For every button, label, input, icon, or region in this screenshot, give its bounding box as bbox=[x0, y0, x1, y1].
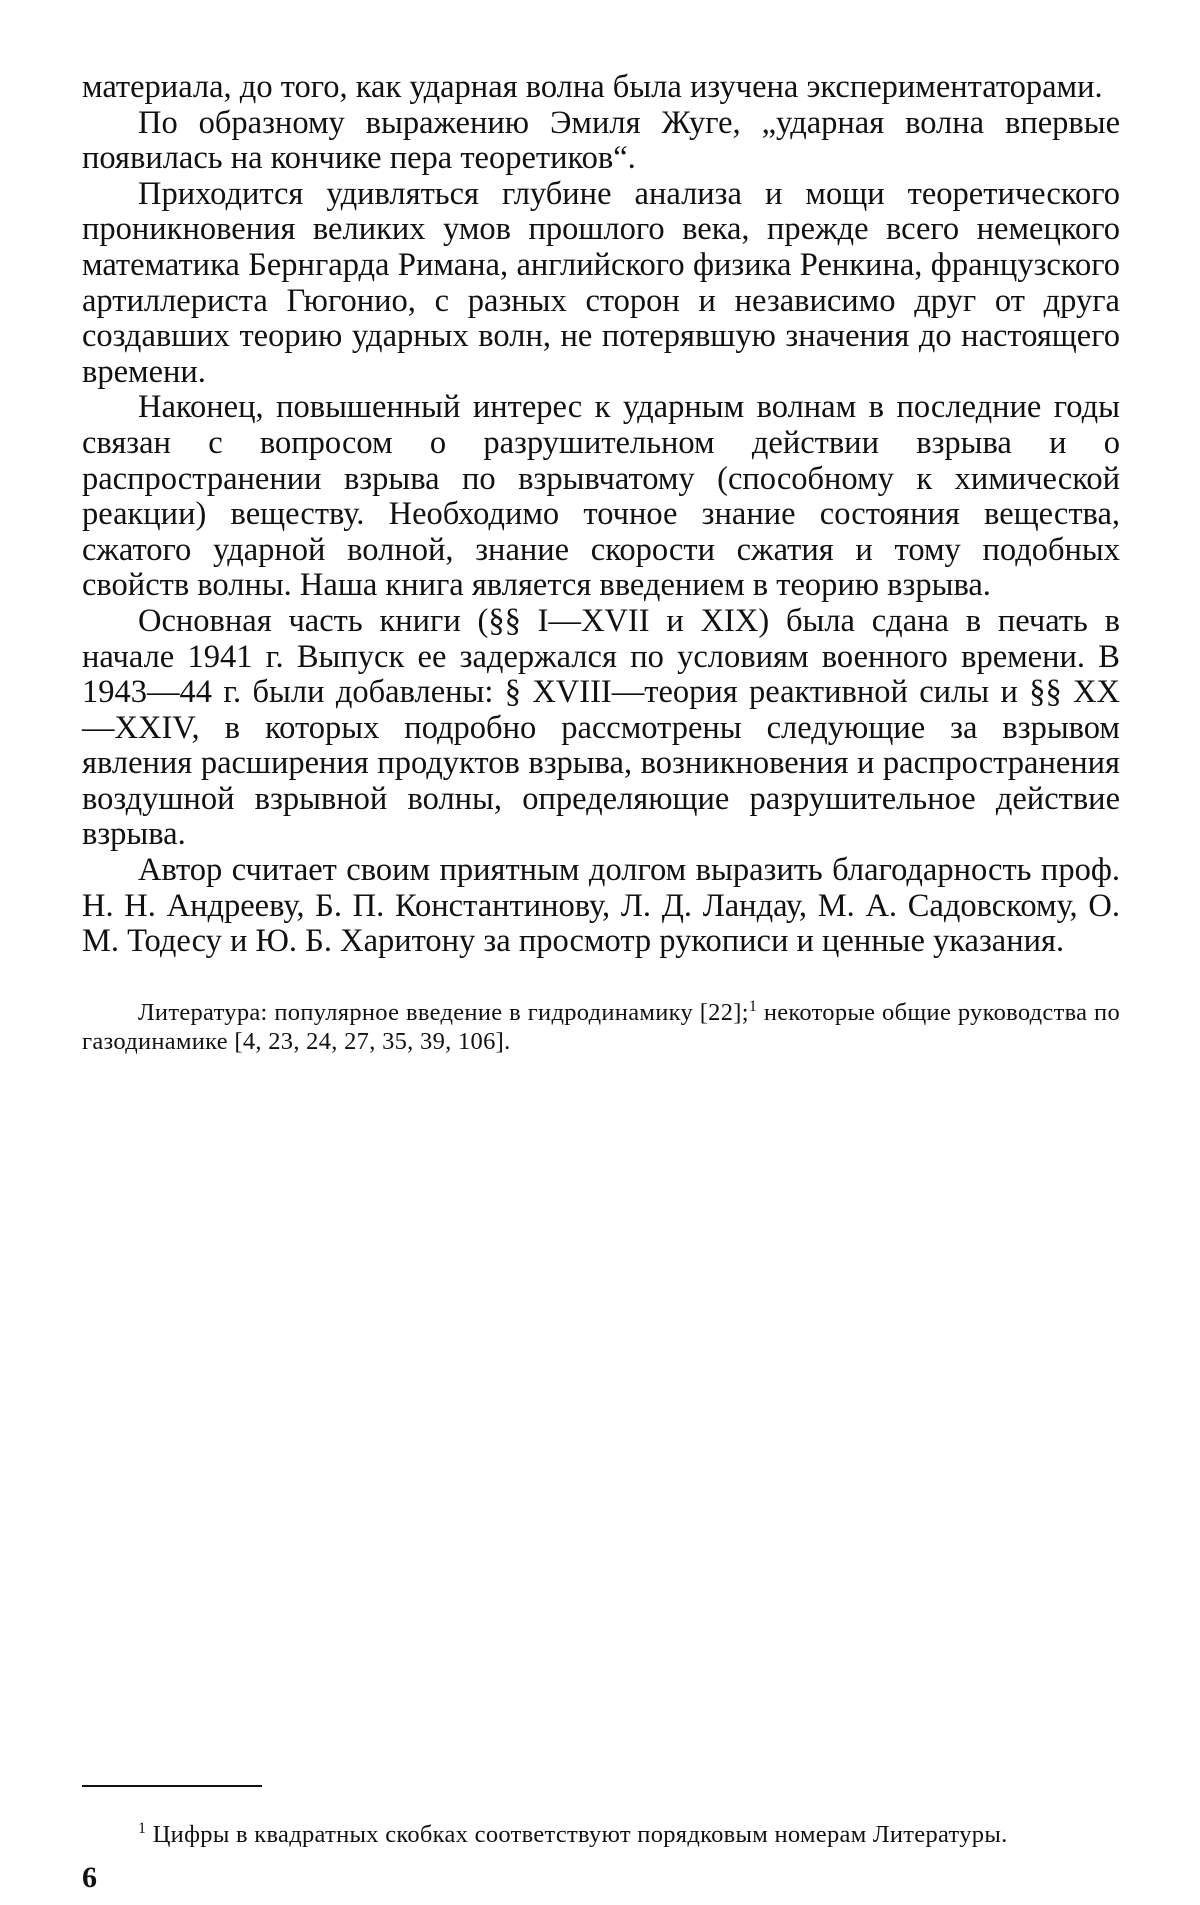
page-number: 6 bbox=[82, 1861, 97, 1894]
footnote bbox=[82, 1820, 1120, 1849]
paragraph-book-history: Основная часть книги (§§ I—XVII и XIX) была сдана в печать в начале 1941 г. Выпуск ее задержался по условиям военного времени. В 1943—44 г. были добавлены: § XVIII—теория реактивной силы и §§ XX—XXIV, в которых подробно рассмотрены следующие за взрывом явления расширения продуктов взрыва, возникновения и распространения воздушной взрывной волны, определяющие разрушительное действие взрыва. bbox=[82, 602, 1120, 853]
paragraph-continuation: материала, до того, как ударная волна была изучена экспериментаторами. bbox=[82, 69, 1103, 105]
paragraph-explosion-interest: Наконец, повышенный интерес к ударным волнам в последние годы связан с вопросом о разрушительном действии взрыва и о распространении взрыва по взрывчатому (способному к химической реакции) веществу. Необходимо точное знание состояния вещества, сжатого ударной волной, знание скорости сжатия и тому подобных свойств волны. Наша книга является введением в теорию взрыва. bbox=[82, 389, 1120, 604]
footnote-text: Цифры в квадратных скобках соответствуют порядковым номерам Литературы. bbox=[146, 1820, 1008, 1848]
paragraph-zhuge-quote: По образному выражению Эмиля Жуге, „ударная волна впервые появилась на кончике пера теоретиков“. bbox=[82, 104, 1120, 177]
page-body bbox=[82, 70, 1120, 1080]
paragraph-acknowledgements: Автор считает своим приятным долгом выразить благодарность проф. Н. Н. Андрееву, Б. П. Константинову, Л. Д. Ландау, М. А. Садовскому, О. М. Тодесу и Ю. Б. Харитону за просмотр рукописи и ценные указания. bbox=[82, 852, 1120, 960]
footnote-mark: 1 bbox=[138, 1819, 147, 1837]
literature-text: Литература: популярное введение в гидродинамику [22]; bbox=[138, 998, 749, 1026]
footnote-divider bbox=[82, 1785, 262, 1787]
literature-text-after: некоторые общие руководства по газодинамике [4, 23, 24, 27, 35, 39, 106]. bbox=[82, 998, 1121, 1055]
literature-note bbox=[82, 998, 1120, 1056]
paragraph-theorists: Приходится удивляться глубине анализа и мощи теоретического проникновения великих умов прошлого века, прежде всего немецкого математика Бернгарда Римана, английского физика Ренкина, французского артиллериста Гюгонио, с разных сторон и независимо друг от друга создавших теорию ударных волн, не потерявшую значения до настоящего времени. bbox=[82, 175, 1120, 390]
footnote-reference: 1 bbox=[748, 997, 758, 1015]
